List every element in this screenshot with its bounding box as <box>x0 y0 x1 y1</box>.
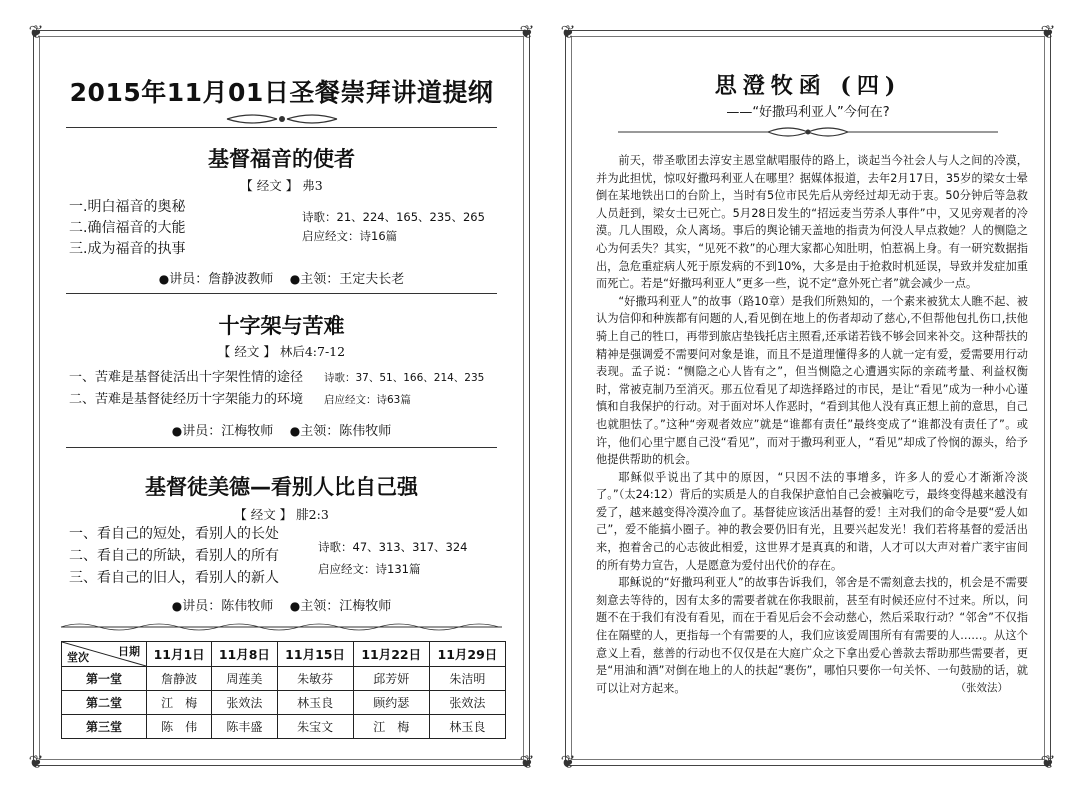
table-cell: 陈 伟 <box>147 715 212 739</box>
table-row <box>62 691 506 715</box>
table-cell: 林玉良 <box>277 691 353 715</box>
sermon-point: 一、看自己的短处，看别人的长处 <box>69 526 279 542</box>
divider-ornament-icon <box>566 124 1050 140</box>
corner-ornament-icon: ❦ <box>28 752 44 773</box>
pastor-letter-page <box>560 22 1056 773</box>
paragraph: 耶稣似乎说出了其中的原因，“只因不法的事增多，许多人的爱心才渐渐冷淡了。”（太24:12）背后的实质是人的自我保护意怕自己会被骗吃亏，最终变得越来越没有爱了，越来越变得冷漠冷血了。基督徒应该活出基督的爱！主对我们的命令是要“爱人如己”，爱不能搞小圈子。神的教会要仍旧有光，且要兴起发光！我们若将基督的爱活出来，抱着舍己的心志彼此相爱，这世界才是真真的和谐，人才可以大声对着广袤宇宙间的所有势力宣告，人是愿意为爱付出代价的存在。 <box>596 470 1028 572</box>
corner-ornament-icon: ❦ <box>1040 752 1056 773</box>
corner-ornament-icon: ❦ <box>519 22 535 43</box>
table-row <box>62 667 506 691</box>
preacher: 讲员：陈伟牧师 <box>182 599 274 614</box>
letter-body <box>596 152 1028 698</box>
hymn-list: 诗歌：47、313、317、324 <box>318 540 468 554</box>
letter-subtitle: ——“好撒玛利亚人”今何在? <box>726 105 890 120</box>
corner-ornament-icon: ❦ <box>519 752 535 773</box>
author-signature: （张效法） <box>955 682 1008 695</box>
sermon-point: 三.成为福音的执事 <box>69 241 186 257</box>
table-cell: 詹静波 <box>147 667 212 691</box>
table-cell: 张效法 <box>429 691 505 715</box>
table-cell: 江 梅 <box>147 691 212 715</box>
sermon-point: 二、看自己的所缺，看别人的所有 <box>69 548 279 564</box>
table-cell: 林玉良 <box>429 715 505 739</box>
table-cell: 顾约瑟 <box>353 691 429 715</box>
corner-ornament-icon: ❦ <box>28 22 44 43</box>
preacher-leader: ●讲员：詹静波教师 ●主领：王定夫长老 <box>158 272 405 287</box>
corner-ornament-icon: ❦ <box>1040 22 1056 43</box>
preacher-leader: ●讲员：江梅牧师 ●主领：陈伟牧师 <box>171 424 392 439</box>
divider-ornament-icon <box>34 621 529 637</box>
date-header: 11月29日 <box>429 642 505 667</box>
sermon-title: 十字架与苦难 <box>218 314 345 338</box>
sermon-points <box>69 523 279 589</box>
table-cell: 朱洁明 <box>429 667 505 691</box>
sermon-points <box>69 367 303 411</box>
service-label: 第三堂 <box>62 715 147 739</box>
sermon-outline-page <box>28 22 535 773</box>
sermon-point: 二.确信福音的大能 <box>69 220 186 236</box>
corner-ornament-icon: ❦ <box>560 752 576 773</box>
table-cell: 张效法 <box>212 691 277 715</box>
responsive-reading: 启应经文：诗131篇 <box>318 562 421 576</box>
hymn-list: 诗歌：37、51、166、214、235 <box>324 372 485 384</box>
preacher: 讲员：詹静波教师 <box>169 272 274 287</box>
preacher-leader: ●讲员：陈伟牧师 ●主领：江梅牧师 <box>171 599 392 614</box>
table-cell: 朱宝文 <box>277 715 353 739</box>
service-label: 第一堂 <box>62 667 147 691</box>
leader: 主领：陈伟牧师 <box>300 424 392 439</box>
sermon-points <box>69 197 185 260</box>
date-header: 11月8日 <box>212 642 277 667</box>
sermon-point: 一.明白福音的奥秘 <box>69 199 186 215</box>
scripture-reference: 【 经文 】 腓2:3 <box>234 507 329 522</box>
table-header-row <box>62 642 506 667</box>
sermon-point: 一、苦难是基督徒活出十字架性情的途径 <box>69 370 304 385</box>
hymn-info <box>318 536 467 580</box>
preacher: 讲员：江梅牧师 <box>182 424 274 439</box>
table-cell: 邱芳妍 <box>353 667 429 691</box>
divider <box>66 127 497 128</box>
divider <box>66 293 497 294</box>
sermon-title: 基督徒美德—看别人比自己强 <box>145 475 418 499</box>
page-title: 2015年11月01日圣餐崇拜讲道提纲 <box>69 78 494 107</box>
hymn-info <box>302 208 485 246</box>
date-header: 11月15日 <box>277 642 353 667</box>
table-cell: 江 梅 <box>353 715 429 739</box>
preacher-schedule-table <box>61 641 506 739</box>
paragraph: 前天，带圣歌团去淳安主恩堂献唱服侍的路上，谈起当今社会人与人之间的冷漠，并为此担忧，惊叹好撒玛利亚人在哪里？据媒体报道，去年2月17日，35岁的梁女士晕倒在某地铁出口的台阶上，当时有5位市民先后从旁经过却无动于衷。50分钟后等急救人员赶到，梁女士已死亡。5月28日发生的“招远麦当劳杀人事件”中，又见旁观者的冷漠。几人围殴，众人离场。事后的舆论铺天盖地的指责为何没人早点救她？人的恻隐之心为何丢失？其实，“见死不救”的心理大家都心知肚明，怕惹祸上身。有一研究数据指出，急危重症病人死于原发病的不到10%，大多是由于抢救时机延误，导致并发症加重而死亡。若是“好撒玛利亚人”更多一些，说不定“意外死亡者”就会减少一点。 <box>596 154 1028 291</box>
service-label: 第二堂 <box>62 691 147 715</box>
paragraph: “好撒玛利亚人”的故事（路10章）是我们所熟知的，一个素来被犹太人瞧不起、被认为信仰和种族都有问题的人,看见倒在地上的伤者却动了慈心,不但帮他包扎伤口,扶他骑上自己的牲口，再带到旅店垫钱托店主照看,还承诺若钱不够会回来补交。这种帮扶的精神是强调爱不需要问对象是谁，而且不是道理懂得多的人就一定有爱，爱需要用行动表现。孟子说：“恻隐之心人皆有之”，但当恻隐之心遭遇实际的亲疏考量、利益权衡时，常被克制乃至消灭。那五位看见了却选择路过的市民，是让“看见”成为一种小心谨慎和自我保护的行动。对于面对坏人作恶时，“看到其他人没有真正想上前的意思，自己也就胆怯了。”这种“旁观者效应”就是“谁都有责任”最终变成了“谁都没有责任了”。或许，他们心里宁愿自己没“看见”，而对于撒玛利亚人，“看见”却成了怜悯的源头，给予他提供帮助的机会。 <box>596 294 1028 467</box>
leader: 主领：江梅牧师 <box>300 599 392 614</box>
paragraph: 耶稣说的“好撒玛利亚人”的故事告诉我们，邻舍是不需刻意去找的，机会是不需要刻意去等待的，因有太多的需要者就在你我眼前，甚至有时候还应付不过来。所以，问题不在于我们有没有看见，而在于看见后会不会动慈心，然后采取行动？“邻舍”不仅指住在隔壁的人，更指每一个有需要的人，我们应该爱周围所有有需要的人……。从这个意义上看，慈善的行动也不仅仅是在大庭广众之下拿出爱心善款去帮助那些需要者，更是“用油和酒”对倒在地上的人的扶起“裹伤”，哪怕只要你一句关怀、一句鼓励的话，就可以让对方起来。 <box>596 576 1028 695</box>
letter-title: 思澄牧函 (四) <box>714 73 902 99</box>
divider <box>66 447 497 448</box>
hymn-info <box>324 367 484 411</box>
scripture-reference: 【 经文 】 林后4:7-12 <box>217 344 346 359</box>
table-corner-cell: 日期 堂次 <box>62 642 147 667</box>
table-row <box>62 715 506 739</box>
date-header: 11月22日 <box>353 642 429 667</box>
sermon-title: 基督福音的使者 <box>208 147 355 171</box>
responsive-reading: 启应经文：诗63篇 <box>324 394 411 406</box>
corner-ornament-icon: ❦ <box>560 22 576 43</box>
table-cell: 周莲美 <box>212 667 277 691</box>
sermon-point: 二、苦难是基督徒经历十字架能力的环境 <box>69 392 304 407</box>
table-cell: 陈丰盛 <box>212 715 277 739</box>
responsive-reading: 启应经文：诗16篇 <box>302 229 398 243</box>
divider-ornament-icon <box>34 111 529 127</box>
hymn-list: 诗歌：21、224、165、235、265 <box>302 210 485 224</box>
scripture-reference: 【 经文 】 弗3 <box>240 178 323 193</box>
leader: 主领：王定夫长老 <box>300 272 405 287</box>
date-header: 11月1日 <box>147 642 212 667</box>
sermon-point: 三、看自己的旧人，看别人的新人 <box>69 570 279 586</box>
table-cell: 朱敏芬 <box>277 667 353 691</box>
